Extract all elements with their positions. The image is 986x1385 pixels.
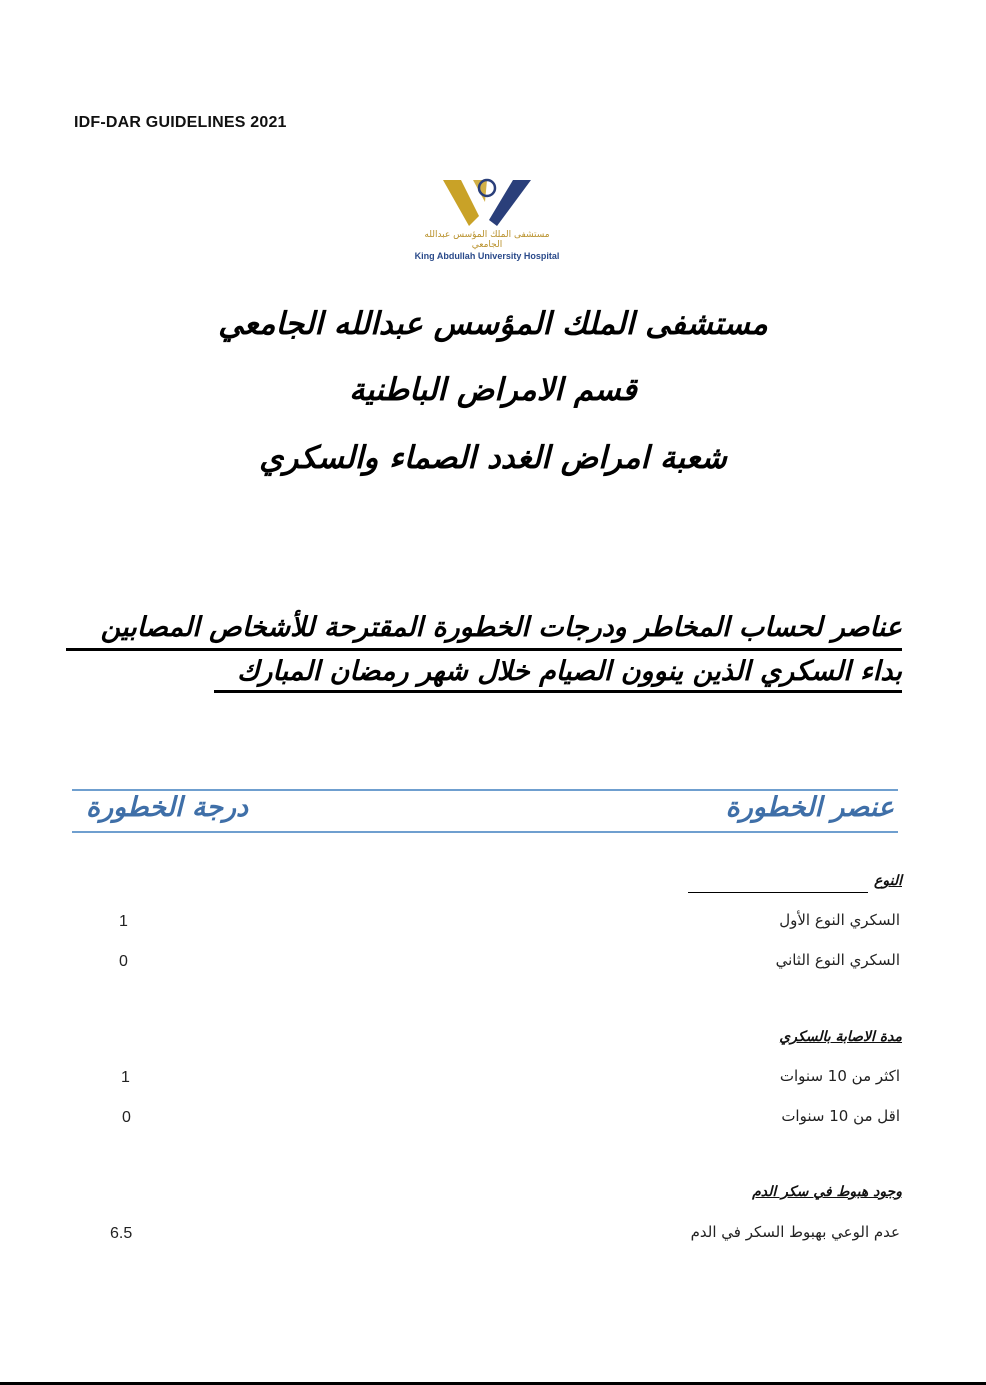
subject-line-2: بداء السكري الذين ينوون الصيام خلال شهر رمضان المبارك [237, 656, 902, 687]
subject-underline-2 [214, 690, 902, 693]
hospital-name: مستشفى الملك المؤسس عبدالله الجامعي [218, 306, 768, 342]
column-header-score: درجة الخطورة [86, 792, 249, 823]
guideline-tag: IDF-DAR GUIDELINES 2021 [74, 114, 287, 131]
section-title-type-line [688, 892, 868, 893]
column-header-factor: عنصر الخطورة [725, 792, 894, 823]
section-title-duration: مدة الاصابة بالسكري [779, 1029, 902, 1045]
section-title-type: النوع [874, 873, 902, 889]
row-label: السكري النوع الثاني [775, 951, 900, 969]
hospital-logo [412, 176, 562, 268]
logo-english-name: King Abdullah University Hospital [414, 251, 560, 261]
subject-underline-1 [66, 648, 902, 651]
subject-line-1: عناصر لحساب المخاطر ودرجات الخطورة المقترحة للأشخاص المصابين [100, 612, 902, 643]
row-score: 1 [119, 913, 128, 930]
row-score: 6.5 [110, 1225, 133, 1242]
logo-arabic-name: مستشفى الملك المؤسس عبدالله الجامعي [424, 230, 550, 250]
row-score: 0 [122, 1109, 131, 1126]
division-name: شعبة امراض الغدد الصماء والسكري [259, 440, 727, 476]
row-score: 1 [121, 1069, 130, 1086]
section-title-hypoglycemia: وجود هبوط في سكر الدم [752, 1184, 902, 1200]
kauh-logo-icon [439, 176, 535, 228]
department-name: قسم الامراض الباطنية [349, 372, 637, 408]
row-score: 0 [119, 953, 128, 970]
row-label: اكثر من 10 سنوات [779, 1067, 900, 1085]
row-label: السكري النوع الأول [779, 911, 900, 929]
table-header-top-rule [72, 789, 898, 791]
row-label: عدم الوعي بهبوط السكر في الدم [690, 1223, 900, 1241]
row-label: اقل من 10 سنوات [781, 1107, 900, 1125]
table-header-bottom-rule [72, 831, 898, 833]
